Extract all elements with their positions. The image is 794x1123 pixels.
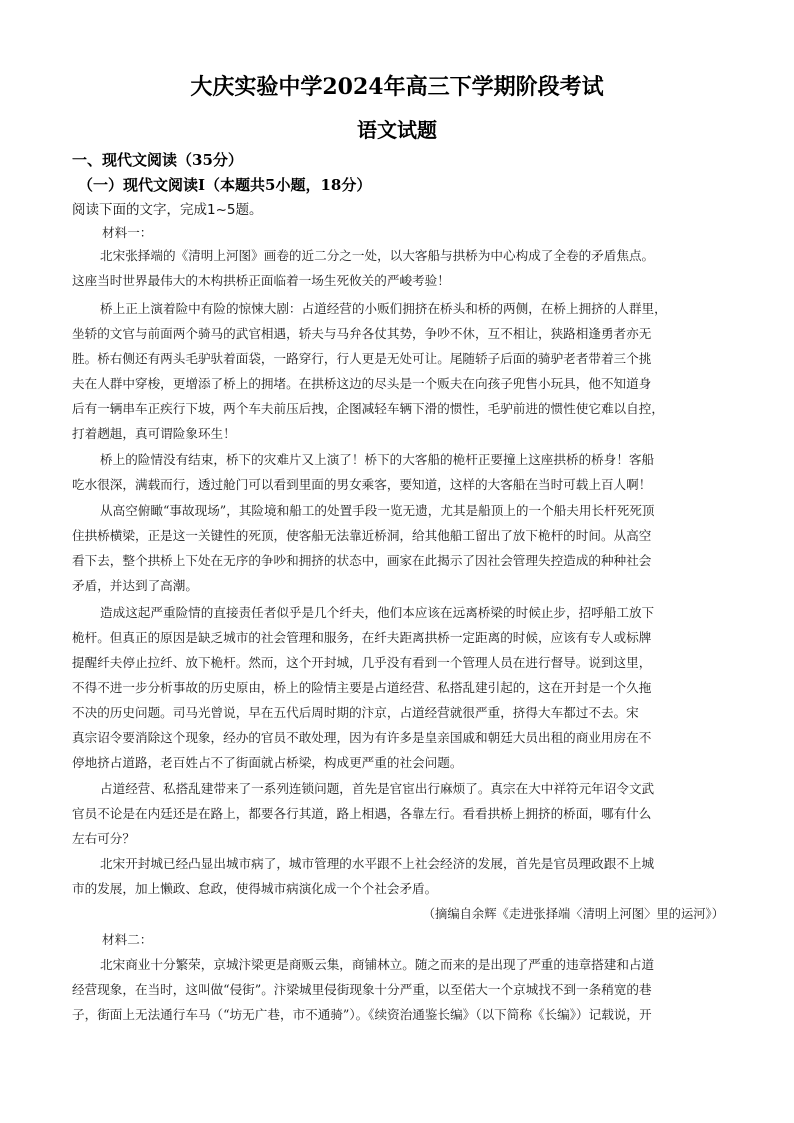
paragraph-line: 子，街面上无法通行车马（“坊无广巷，市不通骑”）。《续资治通鉴长编》（以下简称《长编》）记载说，开 (72, 1007, 652, 1022)
paragraph-line: 桥上的险情没有结束，桥下的灾难片又上演了！桥下的大客船的桅杆正要撞上这座拱桥的桥身！客船 (100, 452, 655, 467)
paragraph-line: 矛盾，并达到了高潮。 (72, 578, 198, 593)
paragraph-line: 北宋张择端的《清明上河图》画卷的近二分之一处，以大客船与拱桥为中心构成了全卷的矛盾焦点。 (100, 248, 655, 263)
paragraph-line: 桥上正上演着险中有险的惊悚大剧：占道经营的小贩们拥挤在桥头和桥的两侧，在桥上拥挤的人群里， (100, 301, 667, 316)
paragraph-line: 左右可分？ (72, 831, 135, 846)
paragraph-line: 造成这起严重险情的直接责任者似乎是几个纤夫，他们本应该在远离桥梁的时候止步，招呼船工放下 (100, 605, 655, 620)
paragraph-line: 北宋开封城已经凸显出城市病了，城市管理的水平跟不上社会经济的发展，首先是官员理政跟不上城 (100, 856, 655, 871)
paragraph-line: 真宗诏令要消除这个现象，经办的官员不敢处理，因为有许多是皇亲国戚和朝廷大员出租的商业用房在不 (72, 730, 652, 745)
paragraph-line: 坐轿的文官与前面两个骑马的武官相遇，轿夫与马弁各仗其势，争吵不休，互不相让，狭路相逢勇者亦无 (72, 326, 652, 341)
paragraph-line: 经营现象，在当时，这叫做“侵街”。汴梁城里侵街现象十分严重，以至偌大一个京城找不到一条稍宽的巷 (72, 982, 652, 997)
paragraph-line: 吃水很深，满载而行，透过舱门可以看到里面的男女乘客，要知道，这样的大客船在当时可载上百人啊！ (72, 477, 652, 492)
paragraph-line: 停地挤占道路，老百姓占不了街面就占桥梁，构成更严重的社会问题。 (72, 755, 463, 770)
paragraph-line: 胜。桥右侧还有两头毛驴驮着面袋，一路穿行，行人更是无处可让。尾随轿子后面的骑驴老者带着三个挑 (72, 351, 652, 366)
reading-instruction: 阅读下面的文字，完成1~5题。 (72, 202, 263, 218)
paragraph-line: 不得不进一步分析事故的历史原由，桥上的险情主要是占道经营、私搭乱建引起的，这在开封是一个久拖 (72, 680, 652, 695)
paragraph-line: 打着趔趄，真可谓险象环生！ (72, 426, 236, 441)
material-2-label: 材料二： (102, 932, 153, 947)
paragraph-line: 官员不论是在内廷还是在路上，都要各行其道，路上相遇，各靠左行。看看拱桥上拥挤的桥面，哪有什么 (72, 806, 652, 821)
paragraph-line: 桅杆。但真正的原因是缺乏城市的社会管理和服务，在纤夫距离拱桥一定距离的时候，应该有专人或标牌 (72, 630, 652, 645)
exam-subtitle: 语文试题 (357, 118, 437, 142)
paragraph-line: 北宋商业十分繁荣，京城汴梁更是商贩云集，商铺林立。随之而来的是出现了严重的违章搭建和占道 (100, 957, 655, 972)
section-heading: 一、现代文阅读（35分） (72, 151, 243, 169)
material-1-label: 材料一： (102, 225, 153, 240)
paragraph-line: 市的发展，加上懒政、怠政，使得城市病演化成一个个社会矛盾。 (72, 881, 438, 896)
subsection-heading: （一）现代文阅读Ⅰ（本题共5小题，18分） (78, 176, 372, 194)
paragraph-line: 后有一辆串车正疾行下坡，两个车夫前压后拽，企图减轻车辆下滑的惯性，毛驴前进的惯性使它难以自控， (72, 401, 664, 416)
paragraph-line: 夫在人群中穿梭，更增添了桥上的拥堵。在拱桥这边的尽头是一个贩夫在向孩子兜售小玩具，他不知道身 (72, 376, 652, 391)
paragraph-line: 提醒纤夫停止拉纤、放下桅杆。然而，这个开封城，几乎没有看到一个管理人员在进行督导。说到这里， (72, 655, 652, 670)
paragraph-line: 看下去，整个拱桥上下处在无序的争吵和拥挤的状态中，画家在此揭示了因社会管理失控造成的种种社会 (72, 553, 652, 568)
paragraph-line: 这座当时世界最伟大的木构拱桥正面临着一场生死攸关的严峻考验！ (72, 273, 450, 288)
exam-title: 大庆实验中学2024年高三下学期阶段考试 (190, 74, 604, 100)
paragraph-line: 住拱桥横梁，正是这一关键性的死顶，使客船无法靠近桥洞，给其他船工留出了放下桅杆的时间。从高空 (72, 528, 652, 543)
paragraph-line: 不决的历史问题。司马光曾说，早在五代后周时期的汴京，占道经营就很严重，挤得大车都过不去。宋 (72, 705, 639, 720)
source-citation: （摘编自余辉《走进张择端〈清明上河图〉里的运河》） (422, 907, 724, 921)
paragraph-line: 从高空俯瞰“事故现场”，其险境和船工的处置手段一览无遗，尤其是船顶上的一个船夫用长杆死死顶 (100, 503, 655, 518)
paragraph-line: 占道经营、私搭乱建带来了一系列连锁问题，首先是官宦出行麻烦了。真宗在大中祥符元年诏令文武 (100, 781, 655, 796)
